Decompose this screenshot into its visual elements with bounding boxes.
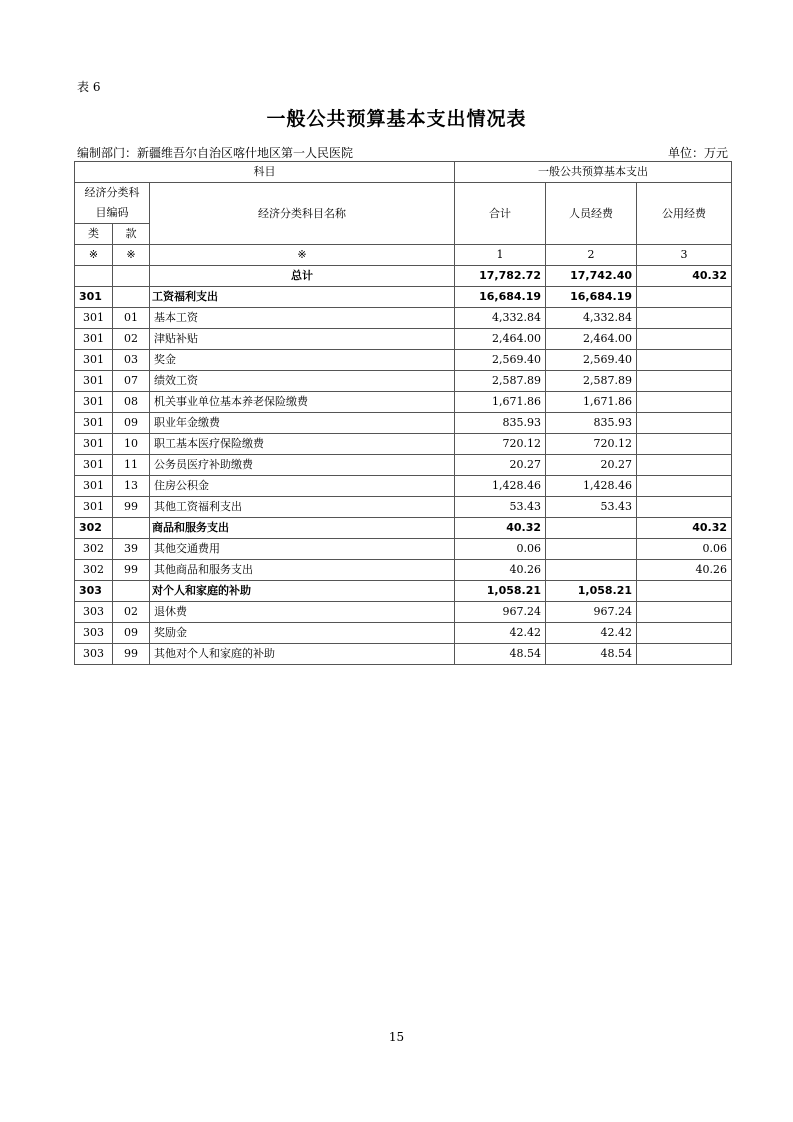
page-title: 一般公共预算基本支出情况表 bbox=[266, 108, 527, 130]
header-row-4 bbox=[75, 245, 732, 266]
table-row bbox=[75, 392, 732, 413]
header-code-line2: 目编码 bbox=[95, 206, 129, 219]
cell-public bbox=[637, 392, 732, 413]
cell-name: 对个人和家庭的补助 bbox=[150, 581, 455, 602]
cell-item bbox=[113, 287, 150, 308]
table-row bbox=[75, 434, 732, 455]
cell-personnel: 835.93 bbox=[546, 413, 637, 434]
cell-total: 2,464.00 bbox=[455, 329, 546, 350]
cell-item: 09 bbox=[113, 623, 150, 644]
cell-total: 1,428.46 bbox=[455, 476, 546, 497]
header-mark-name: ※ bbox=[150, 245, 455, 266]
cell-name: 其他商品和服务支出 bbox=[150, 560, 455, 581]
cell-total: 4,332.84 bbox=[455, 308, 546, 329]
header-code bbox=[75, 183, 150, 224]
header-name: 经济分类科目名称 bbox=[150, 183, 455, 245]
cell-class: 301 bbox=[75, 329, 113, 350]
cell-total: 0.06 bbox=[455, 539, 546, 560]
cell-name: 津贴补贴 bbox=[150, 329, 455, 350]
cell-name: 奖励金 bbox=[150, 623, 455, 644]
header-num-public: 3 bbox=[637, 245, 732, 266]
cell-personnel: 2,587.89 bbox=[546, 371, 637, 392]
cell-public bbox=[637, 602, 732, 623]
cell-total: 40.26 bbox=[455, 560, 546, 581]
cell-public: 40.26 bbox=[637, 560, 732, 581]
cell-name: 绩效工资 bbox=[150, 371, 455, 392]
cell-personnel: 4,332.84 bbox=[546, 308, 637, 329]
cell-item: 11 bbox=[113, 455, 150, 476]
cell-personnel: 1,428.46 bbox=[546, 476, 637, 497]
header-budget: 一般公共预算基本支出 bbox=[455, 162, 732, 183]
cell-class: 301 bbox=[75, 455, 113, 476]
header-num-total: 1 bbox=[455, 245, 546, 266]
header-mark-item: ※ bbox=[113, 245, 150, 266]
cell-total: 53.43 bbox=[455, 497, 546, 518]
cell-name: 其他交通费用 bbox=[150, 539, 455, 560]
cell-item bbox=[113, 581, 150, 602]
cell-total: 1,671.86 bbox=[455, 392, 546, 413]
cell-total: 1,058.21 bbox=[455, 581, 546, 602]
header-row-1 bbox=[75, 162, 732, 183]
cell-personnel: 720.12 bbox=[546, 434, 637, 455]
header-public: 公用经费 bbox=[637, 183, 732, 245]
budget-table bbox=[74, 161, 732, 665]
cell-personnel bbox=[546, 539, 637, 560]
cell-public bbox=[637, 350, 732, 371]
cell-name: 其他工资福利支出 bbox=[150, 497, 455, 518]
cell-personnel bbox=[546, 518, 637, 539]
cell-item: 07 bbox=[113, 371, 150, 392]
cell-public bbox=[637, 581, 732, 602]
table-label: 表 6 bbox=[77, 80, 101, 94]
header-class: 类 bbox=[75, 224, 113, 245]
cell-class: 301 bbox=[75, 287, 113, 308]
cell-item: 02 bbox=[113, 602, 150, 623]
cell-total: 48.54 bbox=[455, 644, 546, 665]
grand-total-public: 40.32 bbox=[637, 266, 732, 287]
cell-name: 商品和服务支出 bbox=[150, 518, 455, 539]
cell-class: 301 bbox=[75, 476, 113, 497]
cell-personnel: 53.43 bbox=[546, 497, 637, 518]
cell-name: 退休费 bbox=[150, 602, 455, 623]
cell-personnel: 1,058.21 bbox=[546, 581, 637, 602]
cell-total: 42.42 bbox=[455, 623, 546, 644]
cell-class: 301 bbox=[75, 497, 113, 518]
table-row bbox=[75, 539, 732, 560]
cell-total: 835.93 bbox=[455, 413, 546, 434]
department-label: 编制部门：新疆维吾尔自治区喀什地区第一人民医院 bbox=[77, 146, 354, 160]
cell-personnel: 2,464.00 bbox=[546, 329, 637, 350]
cell-item: 08 bbox=[113, 392, 150, 413]
table-row bbox=[75, 623, 732, 644]
cell-item: 01 bbox=[113, 308, 150, 329]
cell-class: 303 bbox=[75, 581, 113, 602]
header-subject: 科目 bbox=[75, 162, 455, 183]
table-row bbox=[75, 287, 732, 308]
cell-name: 其他对个人和家庭的补助 bbox=[150, 644, 455, 665]
cell-total: 16,684.19 bbox=[455, 287, 546, 308]
cell-class: 302 bbox=[75, 539, 113, 560]
cell-class: 302 bbox=[75, 560, 113, 581]
header-total: 合计 bbox=[455, 183, 546, 245]
cell-name: 公务员医疗补助缴费 bbox=[150, 455, 455, 476]
cell-total: 2,569.40 bbox=[455, 350, 546, 371]
cell-name: 职业年金缴费 bbox=[150, 413, 455, 434]
cell-public bbox=[637, 287, 732, 308]
cell-public bbox=[637, 371, 732, 392]
cell-personnel: 48.54 bbox=[546, 644, 637, 665]
header-code-line1: 经济分类科 bbox=[84, 186, 140, 199]
cell-public bbox=[637, 434, 732, 455]
cell-name: 基本工资 bbox=[150, 308, 455, 329]
cell-personnel: 2,569.40 bbox=[546, 350, 637, 371]
budget-table-body bbox=[75, 162, 732, 665]
header-personnel: 人员经费 bbox=[546, 183, 637, 245]
cell-class: 303 bbox=[75, 623, 113, 644]
cell-name: 职工基本医疗保险缴费 bbox=[150, 434, 455, 455]
header-mark-class: ※ bbox=[75, 245, 113, 266]
table-row bbox=[75, 308, 732, 329]
grand-total-personnel: 17,742.40 bbox=[546, 266, 637, 287]
table-row bbox=[75, 581, 732, 602]
cell-public: 40.32 bbox=[637, 518, 732, 539]
cell-class: 301 bbox=[75, 371, 113, 392]
cell-personnel: 1,671.86 bbox=[546, 392, 637, 413]
cell-name: 奖金 bbox=[150, 350, 455, 371]
cell-total: 2,587.89 bbox=[455, 371, 546, 392]
grand-total-total: 17,782.72 bbox=[455, 266, 546, 287]
header-row-2 bbox=[75, 183, 732, 224]
header-item: 款 bbox=[113, 224, 150, 245]
table-row bbox=[75, 413, 732, 434]
cell-name: 机关事业单位基本养老保险缴费 bbox=[150, 392, 455, 413]
cell-class: 303 bbox=[75, 644, 113, 665]
table-row bbox=[75, 455, 732, 476]
cell-class: 301 bbox=[75, 392, 113, 413]
cell-public bbox=[637, 455, 732, 476]
grand-total-row bbox=[75, 266, 732, 287]
cell-class: 303 bbox=[75, 602, 113, 623]
table-row bbox=[75, 560, 732, 581]
cell-personnel bbox=[546, 560, 637, 581]
cell-class: 301 bbox=[75, 308, 113, 329]
table-row bbox=[75, 476, 732, 497]
unit-label: 单位：万元 bbox=[667, 146, 728, 160]
table-row bbox=[75, 518, 732, 539]
cell-item: 99 bbox=[113, 497, 150, 518]
cell-item bbox=[113, 518, 150, 539]
table-row bbox=[75, 371, 732, 392]
grand-total-label: 总计 bbox=[150, 266, 455, 287]
cell-class: 301 bbox=[75, 350, 113, 371]
cell-item: 03 bbox=[113, 350, 150, 371]
cell-item: 10 bbox=[113, 434, 150, 455]
cell-public bbox=[637, 644, 732, 665]
table-row bbox=[75, 497, 732, 518]
cell-personnel: 967.24 bbox=[546, 602, 637, 623]
cell-personnel: 42.42 bbox=[546, 623, 637, 644]
cell-class: 302 bbox=[75, 518, 113, 539]
cell-item: 99 bbox=[113, 644, 150, 665]
table-row bbox=[75, 350, 732, 371]
cell-total: 40.32 bbox=[455, 518, 546, 539]
cell-item: 39 bbox=[113, 539, 150, 560]
table-row bbox=[75, 602, 732, 623]
cell-public bbox=[637, 623, 732, 644]
cell-total: 20.27 bbox=[455, 455, 546, 476]
cell-item: 02 bbox=[113, 329, 150, 350]
cell-public bbox=[637, 476, 732, 497]
cell-public bbox=[637, 329, 732, 350]
cell-item: 99 bbox=[113, 560, 150, 581]
cell-name: 工资福利支出 bbox=[150, 287, 455, 308]
cell-public bbox=[637, 308, 732, 329]
page-number: 15 bbox=[388, 1030, 405, 1044]
cell-public: 0.06 bbox=[637, 539, 732, 560]
header-num-personnel: 2 bbox=[546, 245, 637, 266]
cell-class: 301 bbox=[75, 413, 113, 434]
cell-name: 住房公积金 bbox=[150, 476, 455, 497]
cell-personnel: 20.27 bbox=[546, 455, 637, 476]
cell-total: 967.24 bbox=[455, 602, 546, 623]
cell-public bbox=[637, 413, 732, 434]
cell-item: 13 bbox=[113, 476, 150, 497]
cell-class: 301 bbox=[75, 434, 113, 455]
cell-item: 09 bbox=[113, 413, 150, 434]
cell-public bbox=[637, 497, 732, 518]
cell-personnel: 16,684.19 bbox=[546, 287, 637, 308]
cell-total: 720.12 bbox=[455, 434, 546, 455]
table-row bbox=[75, 329, 732, 350]
table-row bbox=[75, 644, 732, 665]
